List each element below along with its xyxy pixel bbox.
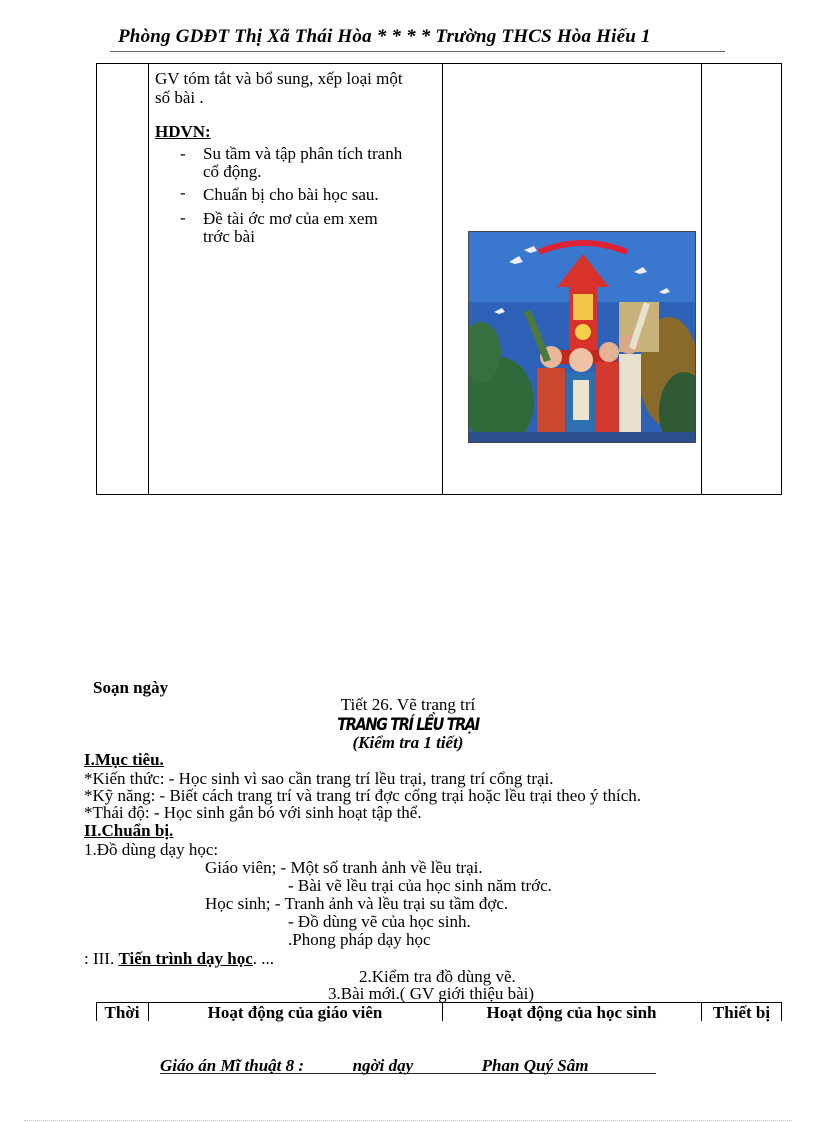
section-process-suffix: . ...: [252, 949, 275, 968]
prepared-date-label: Soạn ngày: [93, 678, 169, 697]
homework-item: [203, 145, 438, 181]
homework-line: Su tầm và tập phân tích tranh: [203, 144, 403, 163]
column-header-teacher: Hoạt động của giáo viên: [207, 1003, 383, 1022]
footer-subject: Giáo án Mĩ thuật 8 :: [160, 1056, 305, 1075]
footer-rule: [160, 1073, 656, 1074]
section-objectives-heading: I.Mục tiêu.: [84, 750, 164, 769]
bullet-marker: -: [180, 144, 186, 163]
homework-item: [203, 210, 438, 246]
summary-line: số bài .: [155, 88, 204, 107]
hdvn-heading: HDVN:: [155, 122, 211, 141]
poster-illustration: [469, 232, 696, 443]
bullet-marker: -: [180, 208, 186, 227]
table-divider: [701, 63, 702, 495]
objective-attitude: *Thái độ: - Học sinh gắn bó với sinh hoạt tập thể.: [84, 803, 422, 822]
student-materials: Học sinh; - Tranh ảnh và lều trại su tầm đợc.: [205, 894, 509, 913]
summary-line: GV tóm tắt và bổ sung, xếp loại một: [155, 69, 403, 88]
homework-line: Đề tài ớc mơ của em xem: [203, 209, 378, 228]
table-divider: [442, 63, 443, 495]
homework-line: cổ động.: [203, 162, 262, 181]
teaching-materials-label: 1.Đồ dùng dạy học:: [84, 840, 219, 859]
poster-image: [468, 231, 696, 443]
section-preparation-heading: II.Chuẩn bị.: [84, 821, 174, 840]
homework-line: trớc bài: [203, 227, 255, 246]
column-header-student: Hoạt động của học sinh: [486, 1003, 657, 1022]
column-header-time: Thời: [104, 1003, 140, 1022]
lesson-number: Tiết 26. Vẽ trang trí: [340, 695, 476, 714]
page-header: Phòng GDĐT Thị Xã Thái Hòa * * * * Trường THCS Hòa Hiếu 1: [118, 26, 651, 47]
section-process-prefix: : III.: [84, 949, 119, 968]
table-divider: [148, 63, 149, 495]
teaching-method: .Phong pháp dạy học: [288, 930, 431, 949]
student-materials-2: - Đồ dùng vẽ của học sinh.: [288, 912, 471, 931]
objective-skill: *Kỹ năng: - Biết cách trang trí và trang trí đợc cổng trại hoặc lều trại theo ý thích.: [84, 786, 642, 805]
page-break-line: [24, 1120, 792, 1121]
check-tools-step: 2.Kiểm tra đồ dùng vẽ.: [359, 967, 516, 986]
homework-item: [203, 186, 438, 204]
section-process: [84, 949, 274, 969]
teacher-materials: Giáo viên; - Một số tranh ảnh về lều trại.: [205, 858, 483, 877]
lesson-subtitle: (Kiểm tra 1 tiết): [352, 733, 464, 752]
bullet-marker: -: [180, 183, 186, 202]
footer-teacher-name: Phan Quý Sâm: [481, 1056, 589, 1075]
header-rule: [110, 51, 725, 52]
homework-line: Chuẩn bị cho bài học sau.: [203, 185, 379, 204]
footer-teacher-label: ngời dạy: [352, 1056, 414, 1075]
column-header-equipment: Thiết bị: [712, 1003, 771, 1022]
lesson-title: TRANG TRÍ LỀU TRẠI: [337, 715, 479, 735]
teacher-materials-2: - Bài vẽ lều trại của học sinh năm trớc.: [288, 876, 552, 895]
section-process-heading: Tiến trình dạy học: [118, 949, 253, 968]
teacher-summary: [155, 69, 440, 107]
new-lesson-step: 3.Bài mới.( GV giới thiệu bài): [328, 984, 535, 1003]
objective-knowledge: *Kiến thức: - Học sinh vì sao cần trang trí lều trại, trang trí cổng trại.: [84, 769, 554, 788]
